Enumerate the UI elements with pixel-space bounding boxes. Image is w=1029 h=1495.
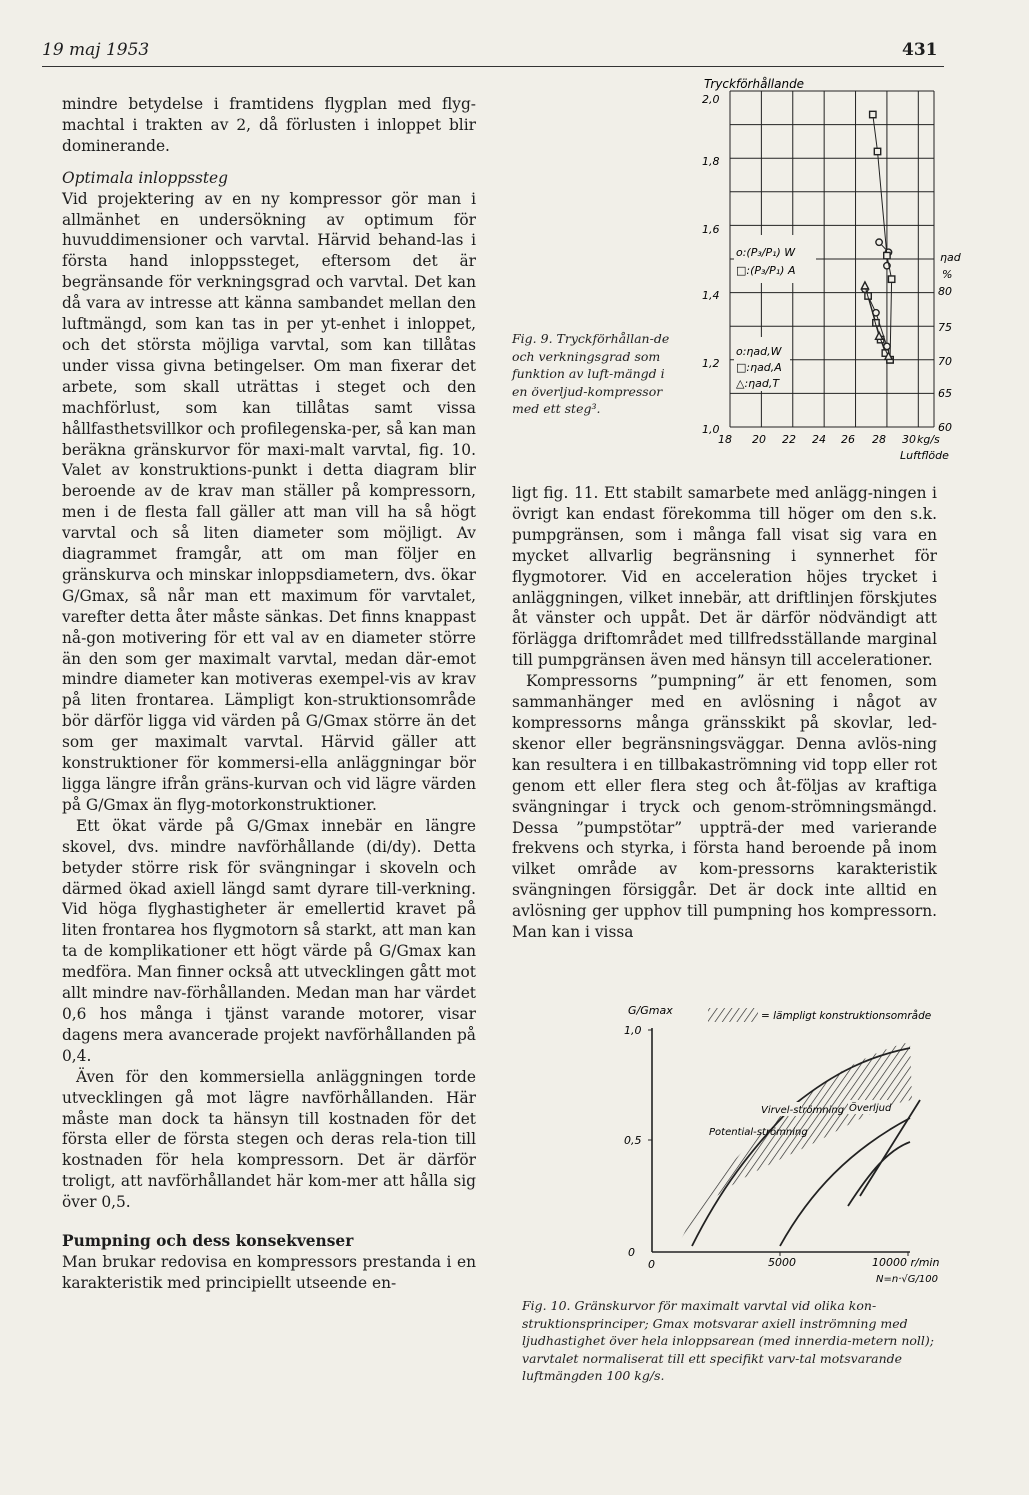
fig10-legend-swatch (708, 1008, 758, 1022)
fig10-label-overljud: Överljud (849, 1103, 892, 1114)
fig9-x-label: Luftflöde (900, 449, 949, 462)
section-heading: Pumpning och dess konsekvenser (62, 1232, 354, 1251)
fig9-legend-item: o:(P₃/P₁) W (736, 246, 796, 259)
fig9-eta-unit: % (942, 268, 953, 281)
fig9-x-tick: 28 (872, 433, 886, 446)
fig10-x-label: N=n·√G/100 (876, 1274, 938, 1285)
left-column (62, 94, 476, 1294)
fig9-x-tick: 22 (782, 433, 796, 446)
fig10-y-tick: 0,5 (624, 1134, 642, 1147)
fig10-y-tick: 0 (628, 1246, 635, 1259)
fig9-x-tick: 24 (812, 433, 826, 446)
fig9-y-tick: 1,4 (702, 289, 720, 302)
fig10-label-virvel: Virvel-strömning (761, 1105, 845, 1116)
fig9-data-point (875, 332, 882, 339)
paragraph: Ett ökat värde på G/Gmax innebär en längre skovel, dvs. mindre navförhållande (di/dy). Detta betyder större risk för svängningar i skoveln och därmed ökad axiell längd samt dyrare till-verkning. Vid höga flyghastigheter är emellertid kravet på liten frontarea hos flygmotorn så starkt, att man kan ta de komplikationer ett högt värde på G/Gmax kan medföra. Man finner också att utvecklingen gått mot allt mindre nav-förhållanden. Medan man har värdet 0,6 hos många i tjänst varande motorer, visar dagens mera avancerade projekt navförhållanden på 0,4. (62, 816, 476, 1065)
fig10-x-tick: 10000 r/min (872, 1256, 940, 1269)
fig9-y-tick: 2,0 (702, 93, 720, 106)
fig9-marks (861, 111, 894, 363)
fig9-eta-tick: 70 (938, 355, 952, 368)
fig9-eta-tick: 65 (938, 387, 952, 400)
paragraph: mindre betydelse i framtidens flygplan med flyg-machtal i trakten av 2, då förlusten i inloppet blir dominerande. (62, 95, 476, 155)
fig9-eta-tick: 80 (938, 285, 952, 298)
right-column (512, 483, 937, 943)
fig9-eta-label: ηad (940, 251, 961, 264)
fig10-suitable-region (678, 1042, 912, 1246)
paragraph: ligt fig. 11. Ett stabilt samarbete med anlägg-ningen i övrigt kan endast förekomma till höger om den s.k. pumpgränsen, som i många fall visat sig vara en mycket allvarlig begränsning i synnerhet för flygmotorer. Vid en acceleration höjes trycket i anläggningen, vilket innebär, att driftlinjen förskjutes åt vänster och uppåt. Det är därför nödvändigt att förlägga driftområdet med tillfredsställande marginal till pumpgränsen även med hänsyn till accelerationer. (512, 484, 937, 670)
fig10-caption: Fig. 10. Gränskurvor för maximalt varvtal vid olika kon-struktionsprinciper; Gmax motsvarar axiell inströmning med ljudhastighet över hela inloppsarean (med innerdia-metern noll); varvtalet normaliserat till ett specifikt varv-tal motsvarande luftmängden 100 kg/s. (522, 1298, 934, 1384)
fig9-chart (690, 75, 960, 465)
fig9-y-title: Tryckförhållande (704, 77, 805, 91)
fig9-data-point (884, 252, 890, 258)
fig9-legend-item: △:ηad,T (736, 377, 780, 390)
paragraph: Vid projektering av en ny kompressor gör man i allmänhet en undersökning av optimum för huvuddimensioner och varvtal. Härvid behand-las i första hand inloppssteget, eftersom det är begränsande för verkningsgrad och varvtal. Det kan då vara av intresse att känna sambandet mellan den luftmängd, som kan tas in per yt-enhet i inloppet, och det största möjliga varvtal, som kan tillåtas under vissa givna betingelser. Om man fixerar det arbete, som skall uträttas i steget och den machförlust, som kan tillåtas samt vissa hållfasthetsvillkor och profilegenska-per, så kan man beräkna gränskurvor för maxi-malt varvtal, fig. 10. Valet av konstruktions-punkt i detta diagram blir beroende av de krav man ställer på kompressorn, men i de flesta fall gäller att man vill ha så högt varvtal och så liten diameter som möjligt. Av diagrammet framgår, att om man följer en gränskurva och minskar inloppsdiametern, dvs. ökar G/Gmax, så når man ett maximum för varvtalet, varefter detta åter måste sänkas. Det finns knappast nå-gon motivering för ett val av en diameter större än den som ger maximalt varvtal, medan där-emot mindre diameter kan motiveras exempel-vis av krav på liten frontarea. Lämpligt kon-struktionsområde bör därför ligga vid värden på G/Gmax större än det som ger maximalt varvtal. Härvid gäller att konstruktioner för kommersi-ella anläggningar bör ligga längre ifrån gräns-kurvan och vid lägre värden på G/Gmax än flyg-motorkonstruktioner. (62, 189, 476, 814)
fig9-caption: Fig. 9. Tryckförhållan-de och verkningsgrad som funktion av luft-mängd i en överljud-kompressor med ett steg³. (512, 331, 670, 417)
section-heading: Optimala inloppssteg (62, 168, 229, 187)
fig9-x-unit: kg/s (917, 433, 940, 446)
fig9-x-tick: 26 (841, 433, 855, 446)
fig10-y-tick: 1,0 (624, 1024, 642, 1037)
fig10-y-title: G/Gmax (628, 1004, 673, 1017)
fig10-x-tick: 0 (648, 1258, 655, 1271)
fig9-y-tick: 1,0 (702, 423, 720, 436)
page-number: 431 (902, 40, 938, 60)
paragraph: Även för den kommersiella anläggningen torde utvecklingen gå mot lägre navförhållanden. Här måste man dock ta hänsyn till kostnaden för det första eller de första stegen och deras rela-tion till kostnaden för hela kompressorn. Det är därför troligt, att navförhållandet här kom-mer att hålla sig över 0,5. (62, 1067, 476, 1212)
fig10-label-potential: Potential-strömning (709, 1127, 808, 1138)
fig10-x-tick: 5000 (768, 1256, 796, 1269)
header-rule (42, 66, 944, 67)
fig9-legend-item: □:(P₃/P₁) A (736, 264, 796, 277)
fig9-x-tick: 18 (718, 433, 732, 446)
fig9-legend-item: o:ηad,W (736, 345, 782, 358)
fig9-data-point (861, 282, 868, 289)
fig9-legend-item: □:ηad,A (736, 361, 782, 374)
fig9-data-point (874, 148, 880, 154)
fig9-x-tick: 20 (752, 433, 766, 446)
fig9-data-point (876, 239, 882, 245)
paragraph: Man brukar redovisa en kompressors prestanda i en karakteristik med principiellt utseende en- (62, 1252, 476, 1292)
fig9-y-tick: 1,6 (702, 223, 720, 236)
fig10-diagram (620, 1000, 950, 1290)
fig10-legend: = lämpligt konstruktionsområde (761, 1010, 932, 1022)
fig9-eta-tick: 60 (938, 421, 952, 434)
fig9-x-tick: 30 (902, 433, 916, 446)
paragraph: Kompressorns ”pumpning” är ett fenomen, som sammanhänger med en avlösning i något av kompressorns många gränsskikt på skovlar, led-skenor eller begränsningsväggar. Denna avlös-ning kan resultera i en tillbakaströmning vid topp eller rot genom ett eller flera steg och åt-följas av kraftiga svängningar i tryck och genom-strömningsmängd. Dessa ”pumpstötar” uppträ-der med varierande frekvens och styrka, i första hand beroende på inom vilket område av kom-pressorns karakteristik svängningen försiggår. Det är dock inte alltid en avlösning ger upphov till pumpning hos kompressorn. Man kan i vissa (512, 672, 937, 942)
fig9-data-point (870, 111, 876, 117)
fig9-y-tick: 1,2 (702, 357, 720, 370)
fig9-data-point (888, 276, 894, 282)
fig9-y-tick: 1,8 (702, 155, 720, 168)
page-header-left: 19 maj 1953 (42, 40, 150, 60)
fig9-eta-tick: 75 (938, 321, 952, 334)
